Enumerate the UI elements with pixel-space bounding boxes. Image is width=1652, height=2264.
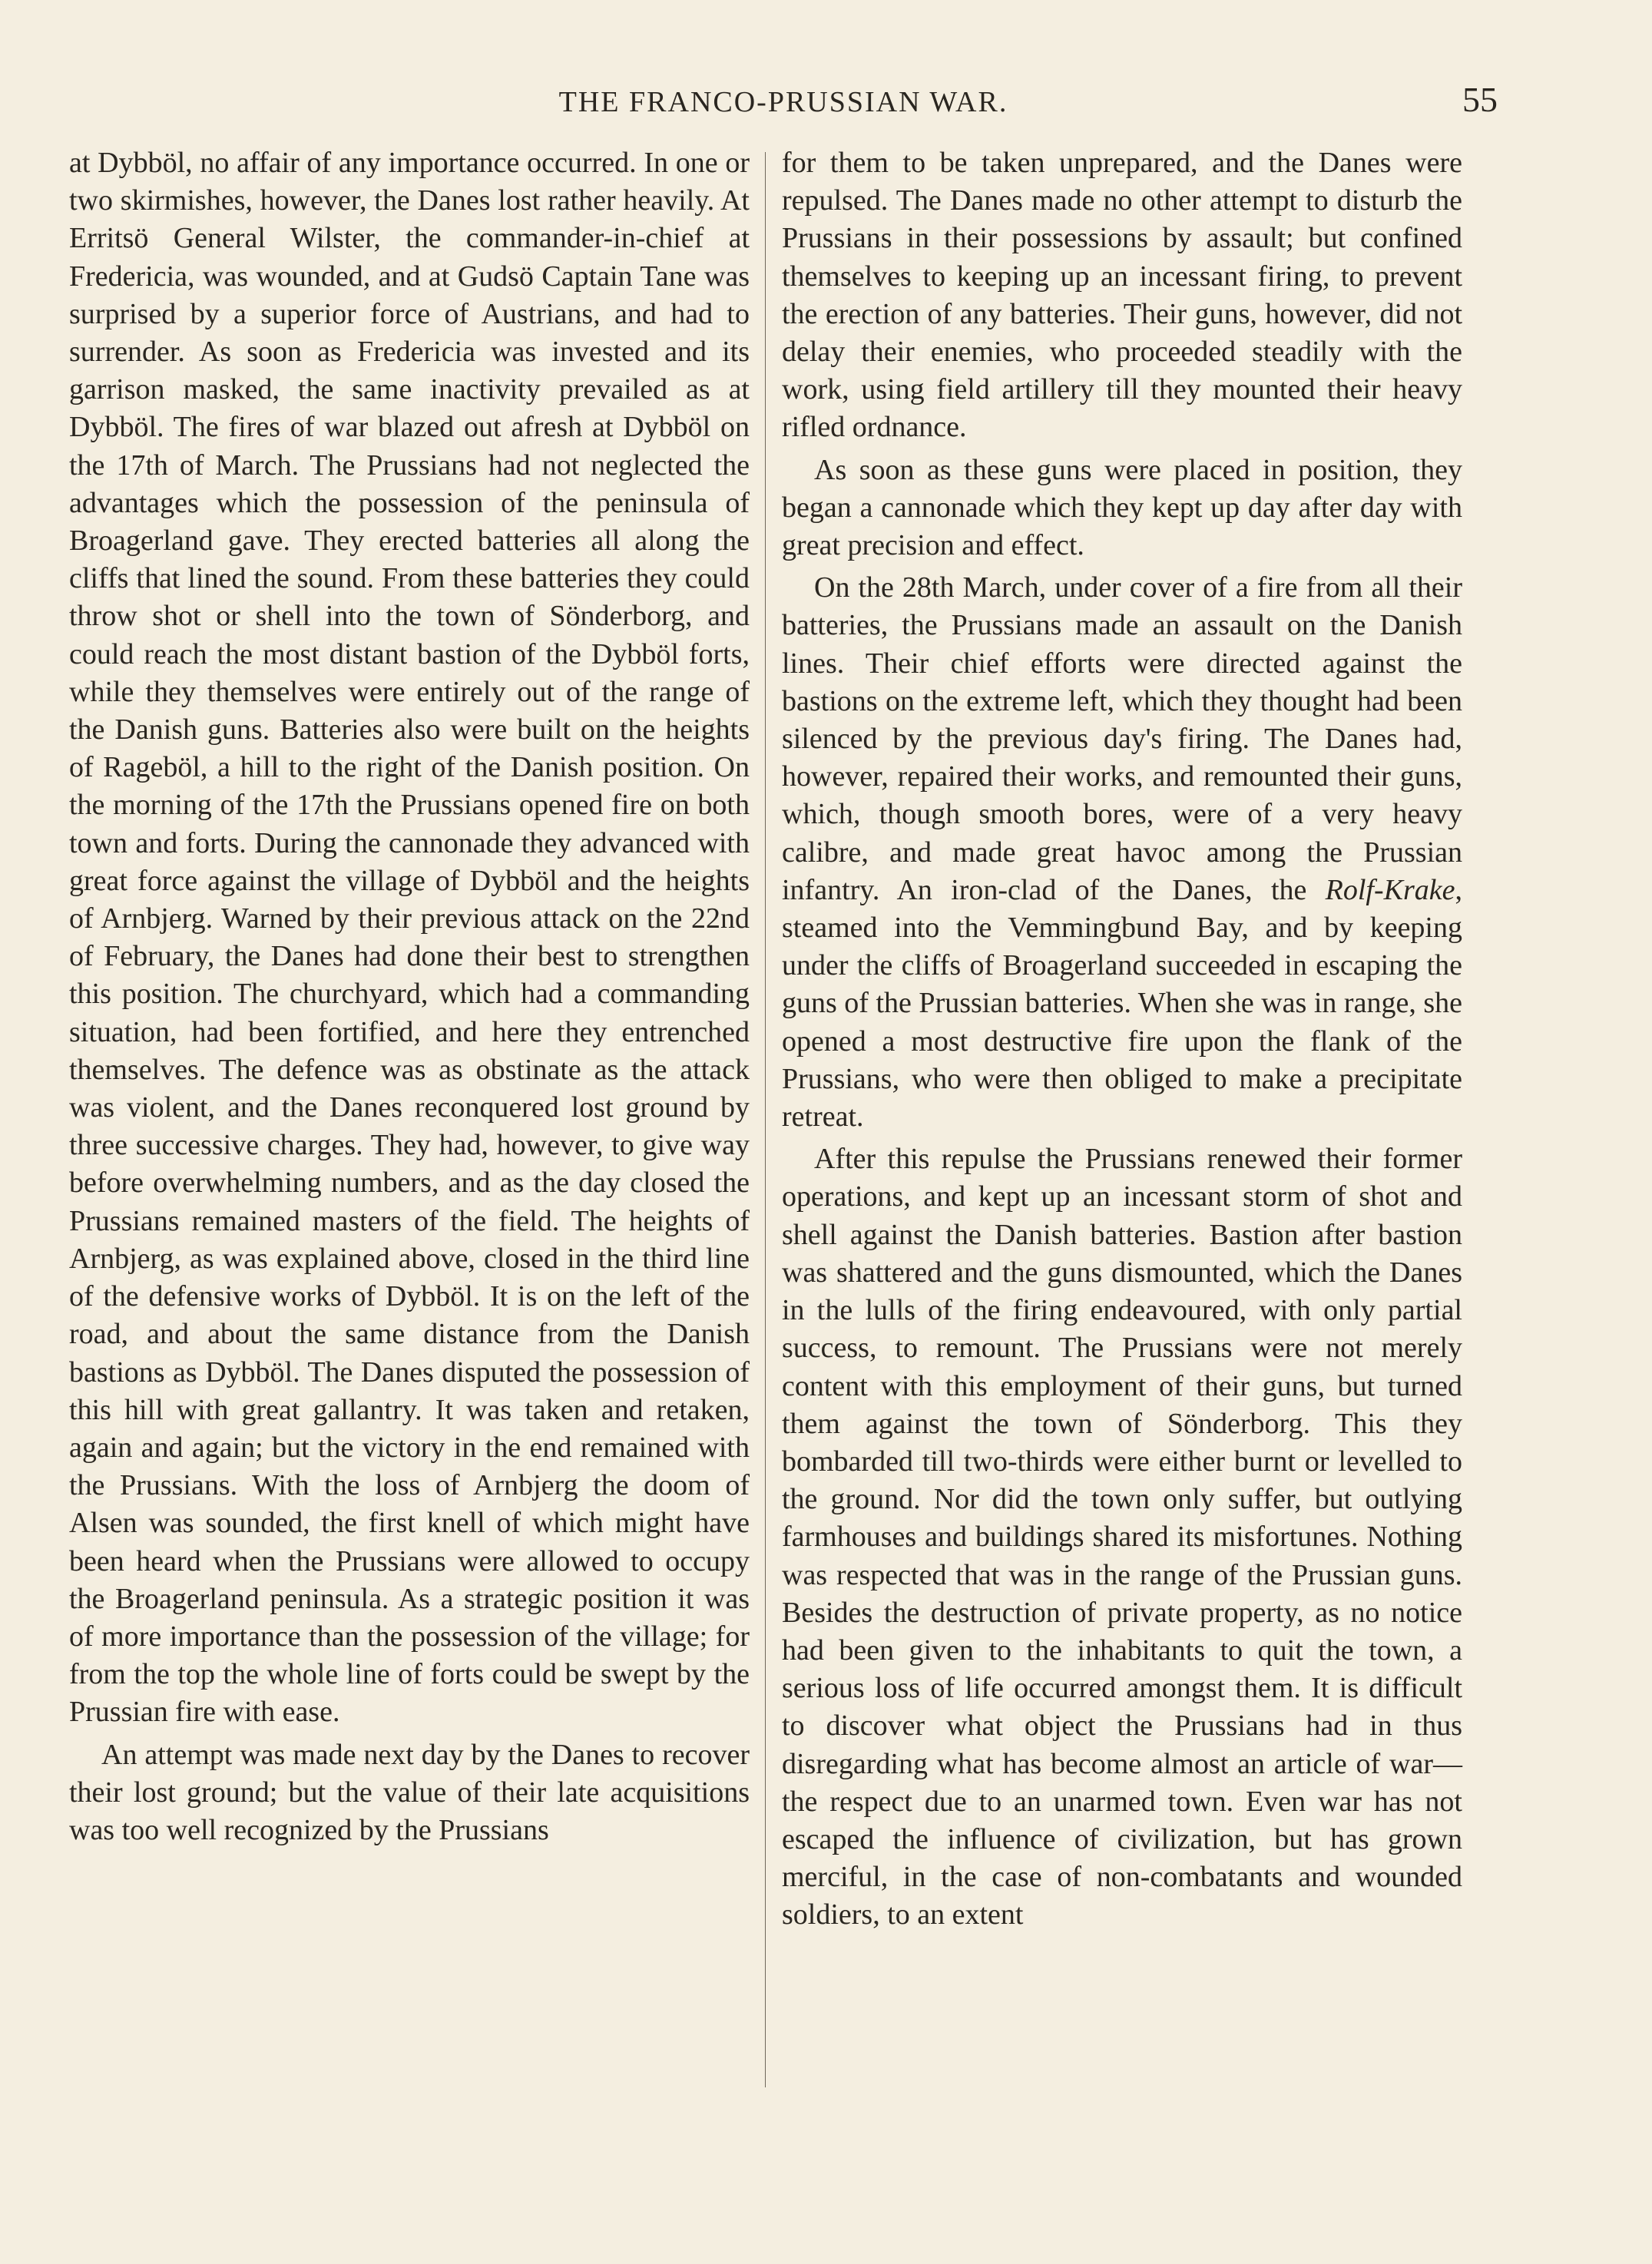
paragraph-text: On the 28th March, under cover of a fire from all their batteries, the Prussians made an assault on the Danish lines. Their chief efforts were directed against the bastions on the extreme left, which they thought had been silenced by the previous day's firing. The Danes had, however, repaired their works, and remounted their guns, which, though smooth bores, were of a very heavy calibre, and made great havoc among the Prussian infantry. An iron-clad of the Danes, the xyxy=(782,571,1462,906)
right-column xyxy=(782,144,1462,1935)
paragraph-text: , steamed into the Vemmingbund Bay, and by keeping under the cliffs of Broagerland succeeded in escaping the guns of the Prussian batteries. When she was in range, she opened a most destructive fire upon the flank of the Prussians, who were then obliged to make a precipitate retreat. xyxy=(782,873,1462,1134)
paragraph: An attempt was made next day by the Danes to recover their lost ground; but the value of their late acquisitions was too well recognized by the Prussians xyxy=(69,1738,750,1846)
paragraph: After this repulse the Prussians renewed their former operations, and kept up an incessant storm of shot and shell against the Danish batteries. Bastion after bastion was shattered and the guns dismounted, which the Danes in the lulls of the firing endeavoured, with only partial success, to remount. The Prussians were not merely content with this employment of their guns, but turned them against the town of Sönderborg. This they bombarded till two-thirds were either burnt or levelled to the ground. Nor did the town only suffer, but outlying farmhouses and buildings shared its misfortunes. Nothing was respected that was in the range of the Prussian guns. Besides the destruction of private property, as no notice had been given to the inhabitants to quit the town, a serious loss of life occurred amongst them. It is difficult to discover what object the Prussians had in thus disregarding what has become almost an article of war—the respect due to an unarmed town. Even war has not escaped the influence of civilization, but has grown merciful, in the case of non-combatants and wounded soldiers, to an extent xyxy=(782,1143,1462,1931)
paragraph: As soon as these guns were placed in position, they began a cannonade which they kept up day after day with great precision and effect. xyxy=(782,453,1462,562)
left-column xyxy=(69,144,750,1849)
paragraph-with-ship-name xyxy=(782,569,1462,1136)
column-divider xyxy=(765,152,766,2087)
page-header xyxy=(69,80,1498,129)
page-number: 55 xyxy=(1462,80,1498,119)
running-title: THE FRANCO-PRUSSIAN WAR. xyxy=(558,86,1008,118)
paragraph: for them to be taken unprepared, and the Danes were repulsed. The Danes made no other attempt to disturb the Prussians in their possessions by assault; but confined themselves to keeping up an incessant firing, to prevent the erection of any batteries. Their guns, however, did not delay their enemies, who proceeded steadily with the work, using field artillery till they mounted their heavy rifled ordnance. xyxy=(782,147,1462,444)
ship-name: Rolf-Krake xyxy=(1325,873,1455,906)
paragraph: at Dybböl, no affair of any importance occurred. In one or two skirmishes, however, the Danes lost rather heavily. At Erritsö General Wilster, the commander-in-chief at Fredericia, was wounded, and at Gudsö Captain Tane was surprised by a superior force of Austrians, and had to surrender. As soon as Fredericia was invested and its garrison masked, the same inactivity prevailed as at Dybböl. The fires of war blazed out afresh at Dybböl on the 17th of March. The Prussians had not neglected the advantages which the possession of the peninsula of Broagerland gave. They erected batteries all along the cliffs that lined the sound. From these batteries they could throw shot or shell into the town of Sönderborg, and could reach the most distant bastion of the Dybböl forts, while they themselves were entirely out of the range of the Danish guns. Batteries also were built on the heights of Rageböl, a hill to the right of the Danish position. On the morning of the 17th the Prussians opened fire on both town and forts. During the cannonade they advanced with great force against the village of Dybböl and the heights of Arnbjerg. Warned by their previous attack on the 22nd of February, the Danes had done their best to strengthen this position. The churchyard, which had a commanding situation, had been fortified, and here they entrenched themselves. The defence was as obstinate as the attack was violent, and the Danes reconquered lost ground by three successive charges. They had, however, to give way before overwhelming numbers, and as the day closed the Prussians remained masters of the field. The heights of Arnbjerg, as was explained above, closed in the third line of the defensive works of Dybböl. It is on the left of the road, and about the same distance from the Danish bastions as Dybböl. The Danes disputed the possession of this hill with great gallantry. It was taken and retaken, again and again; but the victory in the end remained with the Prussians. With the loss of Arnbjerg the doom of Alsen was sounded, the first knell of which might have been heard when the Prussians were allowed to occupy the Broagerland peninsula. As a strategic position it was of more importance than the possession of the village; for from the top the whole line of forts could be swept by the Prussian fire with ease. xyxy=(69,147,750,1729)
